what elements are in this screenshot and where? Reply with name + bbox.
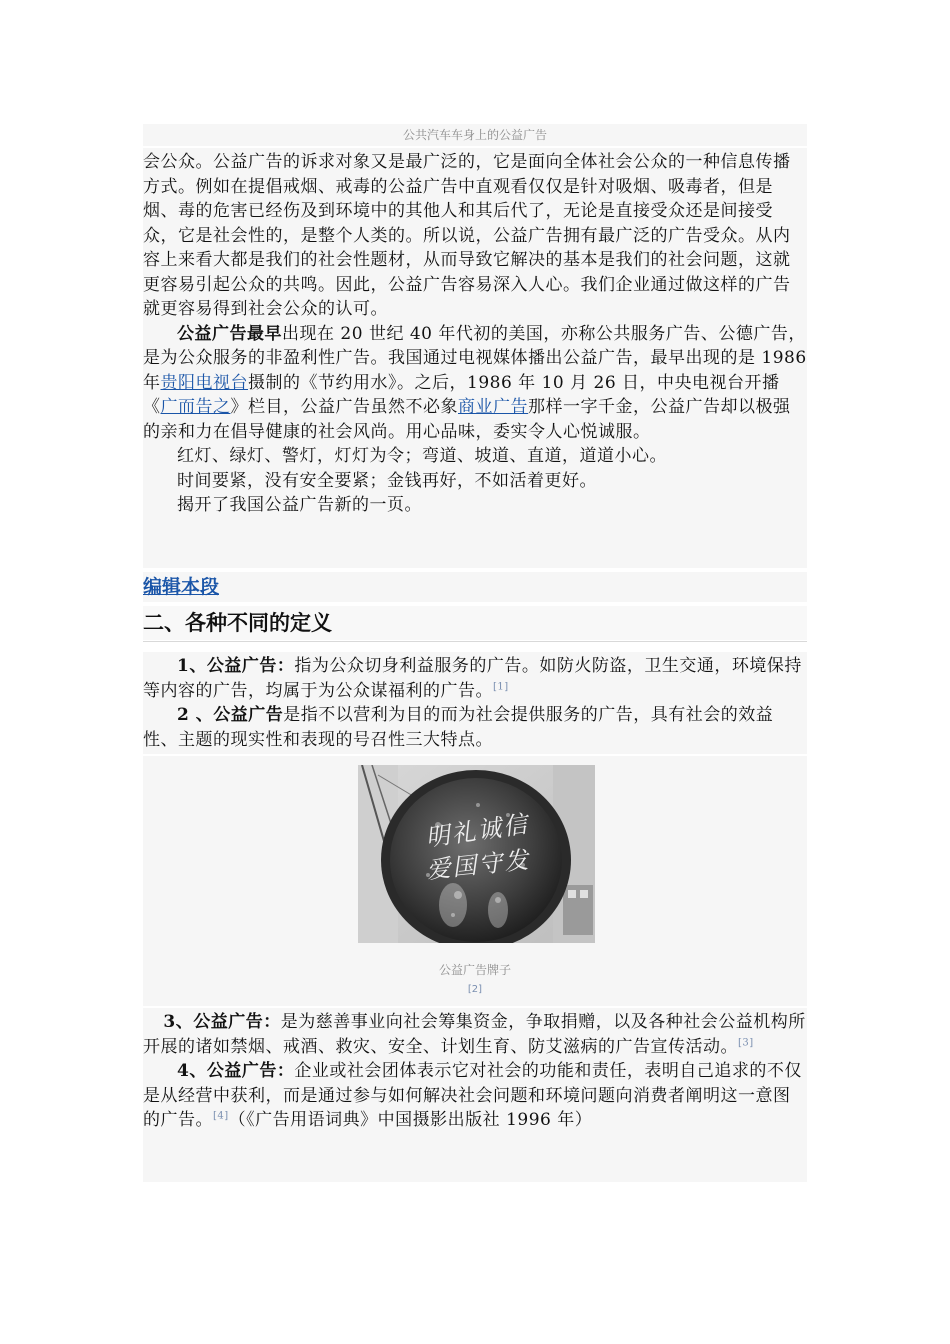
text-span: 》栏目，公益广告虽然不必象 xyxy=(230,397,458,417)
text-span: 出现在 20 世纪 40 年代初的美国，亦称公共服务广告、公德广告，是为公众服务的非盈利性广告。我国通过电视媒体播出公益广告，最早出现的是 1986 年 xyxy=(143,323,807,393)
definition-sep: ： xyxy=(263,1012,281,1032)
definition-item xyxy=(143,703,807,752)
definition-sep: ： xyxy=(276,656,295,676)
figure-caption: 公益广告牌子 xyxy=(438,963,511,977)
link-commercial-ads[interactable]: 商业广告 xyxy=(458,397,528,417)
reference-link[interactable]: [1] xyxy=(493,680,509,692)
reference-link[interactable]: [4] xyxy=(213,1110,229,1122)
definition-item xyxy=(143,1059,807,1133)
definitions-block xyxy=(143,652,807,754)
definition-term: 公益广告 xyxy=(193,1012,264,1032)
definition-number: 2 、 xyxy=(177,705,214,725)
definition-number: 1、 xyxy=(177,656,207,676)
definition-term: 公益广告 xyxy=(213,705,284,725)
link-guiyang-tv[interactable]: 贵阳电视台 xyxy=(160,372,248,393)
definition-text: 是为慈善事业向社会筹集资金，争取捐赠，以及各种社会公益机构所开展的诸如禁烟、戒酒、救灾、安全、计划生育、防艾滋病的广告宣传活动。 xyxy=(143,1012,806,1057)
sign-text-line-1: 明礼诚信 xyxy=(423,809,531,853)
bold-lead: 公益广告最早 xyxy=(177,323,282,344)
article-body xyxy=(143,148,807,568)
sign-photo xyxy=(358,765,595,943)
definition-item xyxy=(143,654,807,703)
reference-link[interactable]: [2] xyxy=(467,984,483,995)
definition-text: 指为公众切身利益服务的广告。如防火防盗，卫生交通，环境保持等内容的广告，均属于为公众谋福利的广告。 xyxy=(143,656,802,701)
edit-section-bar xyxy=(143,572,807,602)
definitions-block-2 xyxy=(143,1008,807,1182)
paragraph: 会公众。公益广告的诉求对象又是最广泛的，它是面向全体社会公众的一种信息传播方式。例如在提倡戒烟、戒毒的公益广告中直观看仅仅是针对吸烟、吸毒者，但是烟、毒的危害已经伤及到环境中的其他人和其后代了，无论是直接受众还是间接受众，它是社会性的，是整个人类的。所以说，公益广告拥有最广泛的广告受众。从内容上来看大都是我们的社会性题材，从而导致它解决的基本是我们的社会问题，这就更容易引起公众的共鸣。因此，公益广告容易深入人心。我们企业通过做这样的广告就更容易得到社会公众的认可。 xyxy=(143,152,791,319)
section-divider xyxy=(143,641,807,642)
reference-link[interactable]: [3] xyxy=(738,1036,754,1048)
definition-text: 企业或社会团体表示它对社会的功能和责任，表明自己追求的不仅是从经营中获利，而是通过参与如何解决社会问题和环境问题向消费者阐明这一意图的广告。 xyxy=(143,1061,802,1130)
paragraph-history xyxy=(143,322,807,445)
definition-term: 公益广告 xyxy=(206,656,277,676)
definition-sep: ： xyxy=(276,1061,295,1081)
figure-caption: 公共汽车车身上的公益广告 xyxy=(143,124,807,146)
figure-block xyxy=(143,756,807,1006)
definition-text: 是指不以营利为目的而为社会提供服务的广告，具有社会的效益性、主题的现实性和表现的号召性三大特点。 xyxy=(143,705,774,750)
text-span: 那样一字千金，公益广告却以极强的亲和力在倡导健康的社会风尚。用心品味，委实令人心悦诚服。 xyxy=(143,397,791,442)
slogan-line: 红灯、绿灯、警灯，灯灯为令；弯道、坡道、直道，道道小心。 xyxy=(177,446,667,466)
section-heading-bar xyxy=(143,606,807,640)
slogan-line: 揭开了我国公益广告新的一页。 xyxy=(177,495,422,515)
section-title: 二、各种不同的定义 xyxy=(143,611,332,635)
definition-term: 公益广告 xyxy=(206,1061,277,1081)
definition-item xyxy=(143,1010,807,1059)
edit-section-link[interactable]: 编辑本段 xyxy=(143,576,220,598)
definition-source: （《广告用语词典》中国摄影出版社 1996 年） xyxy=(228,1110,593,1130)
slogan-line: 时间要紧，没有安全要紧；金钱再好，不如活着更好。 xyxy=(177,470,597,491)
sign-text-line-2: 爱国守发 xyxy=(425,845,532,885)
definition-number: 4、 xyxy=(177,1061,207,1081)
link-guang-er-gao-zhi[interactable]: 广而告之 xyxy=(160,397,231,417)
text-span: 摄制的《节约用水》。之后，1986 年 10 月 26 日，中央电视台开播《 xyxy=(143,372,780,417)
definition-number: 3、 xyxy=(163,1012,194,1032)
